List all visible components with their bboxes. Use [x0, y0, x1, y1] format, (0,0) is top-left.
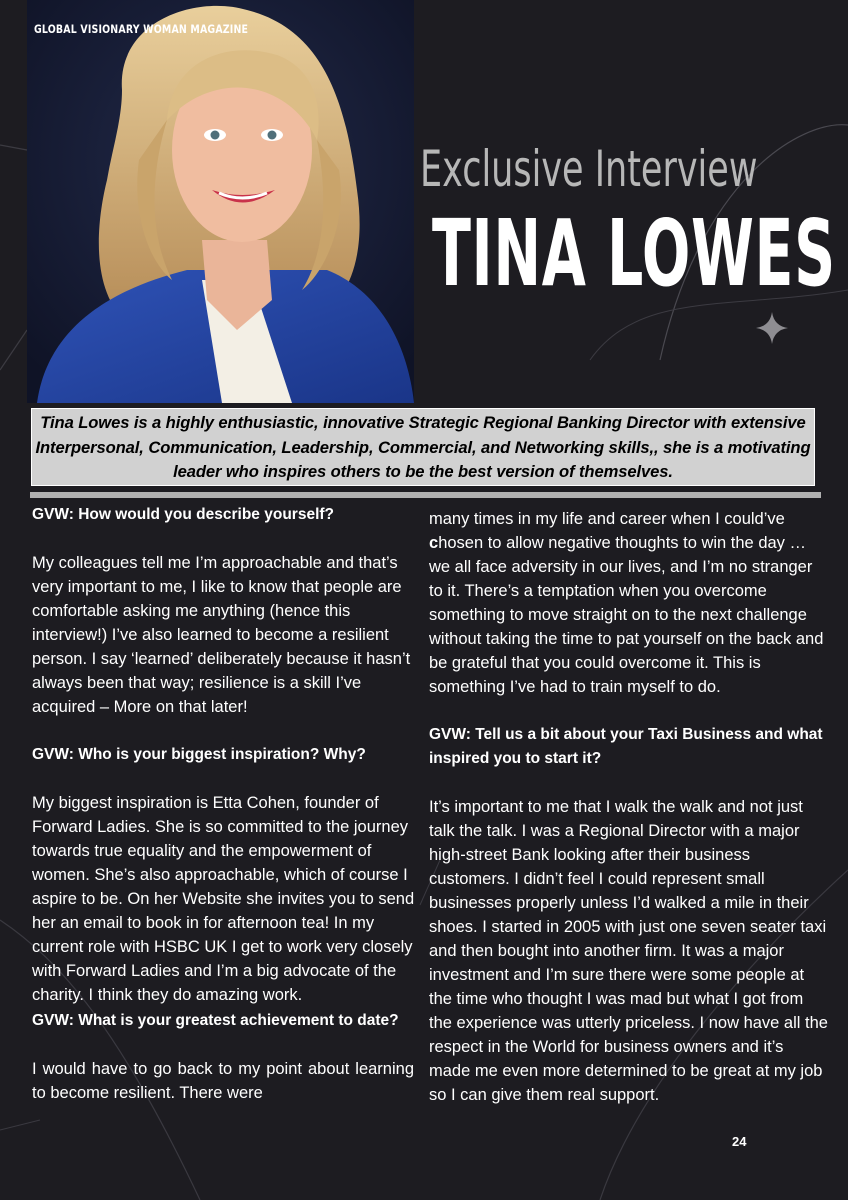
portrait-photo	[27, 0, 414, 403]
answer-taxi-business: It’s important to me that I walk the walk and not just talk the talk. I was a Regional Director with a major high-street Bank looking after their business customers. I didn’t feel I could represent small businesses properly unless I’d walked a mile in their shoes. I started in 2005 with just one seven seater taxi and then bought into another firm. It was a major investment and I’m sure there were some people at the time who thought I was mad but what I got from the experience was utterly priceless. I now have all the respect in the World for business owners and it’s made me even more determined to be great at my job so I can give them real support.	[429, 798, 828, 1104]
magazine-name: GLOBAL VISIONARY WOMAN MAGAZINE	[34, 22, 249, 36]
right-column	[429, 507, 829, 1107]
answer-cont-end: hosen to allow negative thoughts to win the day … we all face adversity in our lives, and I’m no stranger to it. There’s a temptation when you overcome something to move straight on to the next challenge without taking the time to pat yourself on the back and be grateful that you could overcome it. This is something I’ve had to train myself to do.	[429, 534, 824, 696]
divider	[30, 492, 821, 498]
left-column	[32, 503, 427, 1105]
answer-inspiration: My biggest inspiration is Etta Cohen, founder of Forward Ladies. She is so committed to the journey towards true equality and the empowerment of women. She’s also approachable, which of course I aspire to be. On her Website she invites you to send her an email to book in for afternoon tea! In my current role with HSBC UK I get to work very closely with Forward Ladies and I’m a big advocate of the charity. I think they do amazing work.	[32, 794, 415, 1004]
answer-achievement: I would have to go back to my point about learning to become resilient. There were	[32, 1060, 414, 1102]
sparkle-icon	[756, 312, 788, 344]
answer-describe: My colleagues tell me I’m approachable and that’s very important to me, I like to know that people are comfortable asking me anything (hence this interview!) I’ve also learned to become a resilient person. I say ‘learned’ deliberately because it hasn’t always been that way; resilience is a skill I’ve acquired – More on that later!	[32, 554, 411, 716]
answer-cont-bold: c	[429, 534, 439, 552]
question-describe: GVW: How would you describe yourself?	[32, 506, 335, 523]
interviewee-name: TINA LOWES	[432, 200, 836, 307]
intro-summary: Tina Lowes is a highly enthusiastic, innovative Strategic Regional Banking Director with extensive Interpersonal, Communication, Leadership, Commercial, and Networking skills,, she is a motivating leader who inspires others to be the best version of themselves.	[31, 408, 815, 486]
question-inspiration: GVW: Who is your biggest inspiration? Why?	[32, 746, 366, 763]
answer-achievement-continued	[429, 507, 829, 699]
answer-cont-start: many times in my life and career when I could’ve	[429, 510, 785, 528]
question-achievement: GVW: What is your greatest achievement to date?	[32, 1012, 399, 1029]
page-number: 24	[732, 1134, 747, 1149]
question-taxi-business: GVW: Tell us a bit about your Taxi Business and what inspired you to start it?	[429, 726, 823, 767]
interview-kicker: Exclusive Interview	[420, 140, 758, 198]
